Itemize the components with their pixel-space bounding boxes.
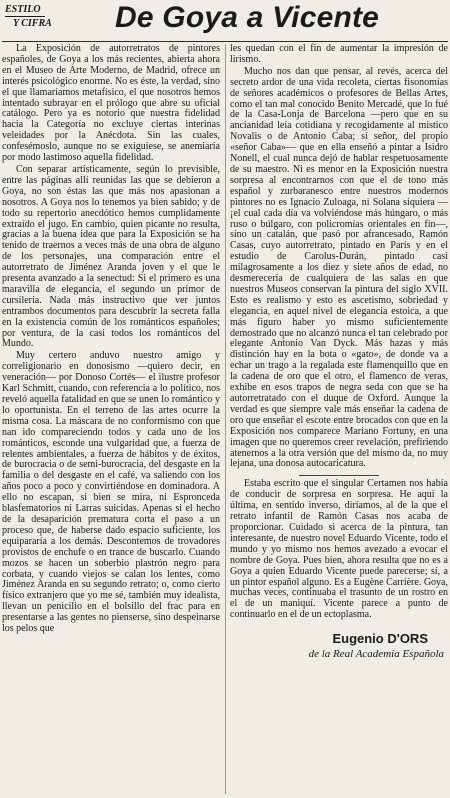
author-signature: Eugenio D'ORS [332,631,428,647]
left-paragraph-1: La Exposición de autorretratos de pintores españoles, de Goya a los más recientes, abierta ahora en el Museo de Arte Moderno, de Madrid, ofrece un interés psicológico enorme. No es éste, la verdad, sino el que llamaríamos metafísico, el que nosotros hemos intentado subrayar en el prólogo que abre su oficial catálogo. Pero ya es notorio que nuestra fidelidad hacia la Categoría no excluye ciertas interinas veleidades por la Anécdota. Sin las cuales, confesémoslo, aunque no se exiguiese, se anemiaría por modo lastimoso aquella fidelidad. [2,43,220,164]
headline-rule [2,41,448,42]
right-paragraph-2: Mucho nos dan que pensar, al revés, acerca del secreto ardor de una vida recoleta, ciertas fisonomías de señores académicos o profesores de Bellas Artes, como el tan mal conocido Benito Mercadé, que lo fué de la Casa-Lonja de Barcelona —pero que en su ancianidad leía cotidiana y recogidamente al místico Novalis o de Antonio Caba; sí señor, del propio «señor Caba»— que en ella enseñó a pintar a Isidro Nonell, el cual nunca dejó de hablar respetuosamente de su maestro. Ni es menor en la Exposición nuestra sorpresa al encontrarnos con que el de tono más español y zurbaranesco entre nuestros modernos pintores no es Ignacio Zuloaga, ni Solana siquiera —¡el cual cada día va volviéndose más húngaro, o más ruso o búlgaro, con policromías orientales en fin—, sino un catalán, que pasó por afrancesado, Ramón Casas, cuyo autorretrato, pintado en París y en el estudio de Carolus-Durán, pintado casi milagrosamente a los diez y siete años de edad, no desmerecería de cualquiera de las salas en que nuestros Museos conservan la pintura del siglo XVII. Esto es realismo y esto es ascetismo, sobriedad y elegancia, en aquel nivel de elegancia estoica, a que más figuro haber yo mismo suficientemente demostrado que no alcanzó nunca el tan celebrado por elegante Antonio Van Dyck. Más hazas y más distinción hay en la bota o «gato», de donde va a echar un trago a la regalada este flamenquillo que en la cadena de oro que el otro, el flamenco de veras, exhibe en esos trapos de negra seda con que se ha autorretratado con el duque de Oxford. Aunque la verdad es que siempre vale más enseñar la cadena de oro que enseñar el escote entre brocados con que en la Exposición nos comparece Mariano Fortuny, en una imagen que no queremos creer revelación, prefiriendo atenernos a la otra versión que del mismo da, no muy lejana, una donosa autocaricatura. [230,65,448,470]
column-rubric [5,3,52,30]
rubric-line-2: Y CIFRA [13,18,52,29]
left-paragraph-2: Con separar artísticamente, según lo previsible, entre las páginas allí reunidas las que se debieron a Goya, no son éstas las que más nos apasionan a nosotros. A Goya nos lo tenemos ya bien sabido; y de todo su repertorio anecdótico hemos cumplidamente extraído el jugo. En cambio, quien picante no resulta, gracias a la buena idea que para la Exposición se ha tenido de traernos a veces más de una obra de alguno de los personajes, una comparación entre el autorretrato de Jiménez Aranda joven y el que le presenta avanzado a la senectud: Si el primero es una maravilla de elegancia, el segundo un primor de cursilería. Nada más instructivo que ver juntos entrambos documentos para descubrir la secreta falla en la existencia común de los románticos españoles; por ventura, de la casi todos los románticos del Mundo. [2,163,220,350]
left-column [2,44,220,635]
column-divider [225,44,226,794]
rubric-line-1: ESTILO [5,3,45,17]
right-paragraph-3: Estaba escrito que el singular Certamen nos había de conducir de sorpresa en sorpresa. He aquí la última, en sentido inverso, diríamos, al de la que el retrato infantil de Ramón Casas nos acaba de proporcionar. Cuidado si acerca de la pintura, tan interesante, de nuestro novel Eduardo Vicente, todo el mundo y yo mismo nos hemos avezado a evocar el nombre de Goya. Pues bien, ahora resulta que no es a Goya a quien Eduardo Vicente puede parecerse; sí, a un pintor español alguno. Es a Eugène Carrière. Goya, muchas veces, continuaba el trasunto de un rostro en el de un maniquí. Vicente parece a punto de continuarlo en el de un ectoplasma. [230,478,448,621]
author-affiliation: de la Real Academia Española [308,648,444,661]
section-separator [299,475,379,476]
right-column [230,44,448,661]
article-headline: De Goya a Vicente [115,1,380,34]
left-paragraph-3: Muy certero anduvo nuestro amigo y correligionario en donosismo —quiero decir, en veneración— por Donoso Cortés— el ilustre profesor Karl Schmitt, cuando, con referencia a lo político, nos reveló aquella fatalidad en que se unen lo romántico y lo oportunista. En el terreno de las artes ocurre la misma cosa. La máscara de no conformismo con que nan ido compareciendo todos y cada uno de los románticos, esconde una vulgaridad que, a fuerza de relentes ambientales, a fuerza de hábitos y de éxitos, de burocracia o de semi-burocracia, del desgaste en la familia o del desgaste en el café, va saliendo con los años poco a poco y convirtiéndose en dominadora. A ello no escapan, si bien se mira, ni Espronceda blasfematorios ni Larras suicidas. Apenas si el hecho de la desaparición prematura corta el paso a un proceso que, de haberse dado espacio suficiente, los equipararía a los demás. Descontemos de trovadores provistos de enchufe o en trance de buscarlo. Cuando mozos se hacen un soberbio plastrón negro para corbata, y cuando viejos se calan los lentes, como Jiménez Aranda en su segundo retrato; o, como cierto físico extranjero que yo me sé, también muy idealista, llevan un penicilio en el bolsillo del frac para en presentarse a las gentes no pienserse, sino despeinarse los pelos que [2,350,220,635]
right-paragraph-1: les quedan con el fin de aumentar la impresión de lirismo. [230,43,448,65]
